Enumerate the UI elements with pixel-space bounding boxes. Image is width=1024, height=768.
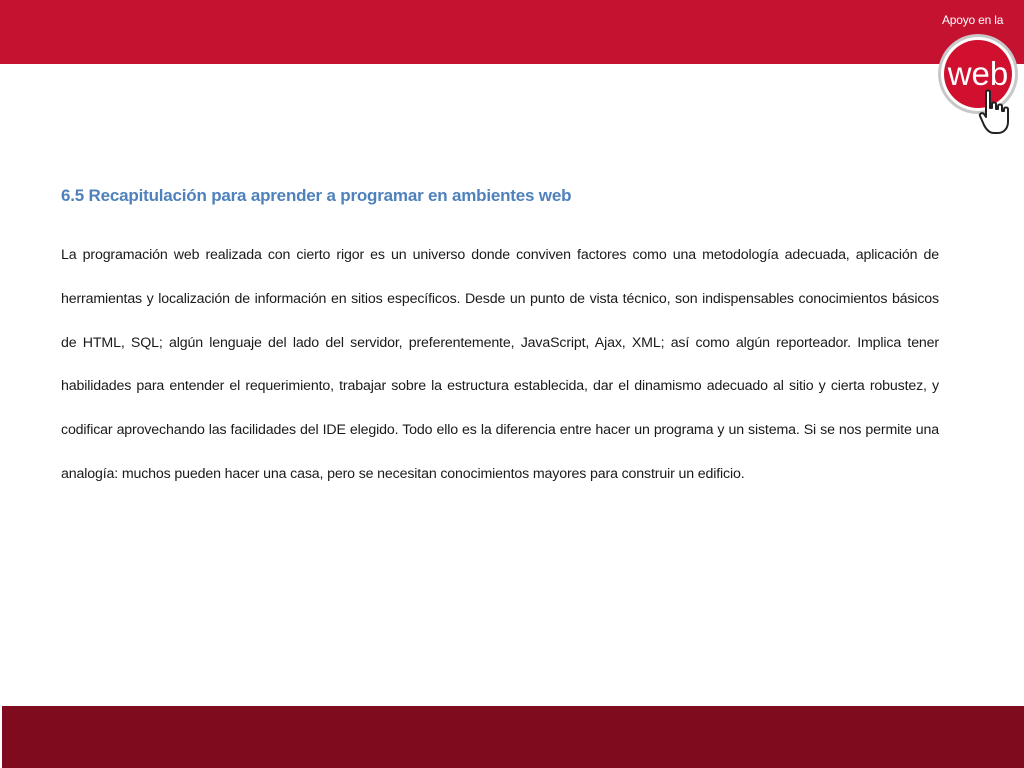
top-banner — [0, 0, 1024, 64]
section-title: 6.5 Recapitulación para aprender a programar en ambientes web — [61, 186, 572, 205]
logo-word: web — [947, 55, 1009, 92]
bottom-banner — [2, 706, 1024, 768]
web-logo-icon — [936, 30, 1024, 136]
section-paragraph: La programación web realizada con cierto rigor es un universo donde conviven factores como una metodología adecuada, aplicación de herramientas y localización de información en sitios específicos. Desde un punto de vista técnico, son indispensables conocimientos básicos de HTML, SQL; algún lenguaje del lado del servidor, preferentemente, JavaScript, Ajax, XML; así como algún reporteador. Implica tener habilidades para entender el requerimiento, trabajar sobre la estructura establecida, dar el dinamismo adecuado al sitio y cierta robustez, y codificar aprovechando las facilidades del IDE elegido. Todo ello es la diferencia entre hacer un programa y un sistema. Si se nos permite una analogía: muchos pueden hacer una casa, pero se necesitan conocimientos mayores para construir un edificio. — [61, 247, 939, 482]
logo-caption: Apoyo en la — [942, 13, 1004, 27]
content-area — [61, 180, 939, 497]
